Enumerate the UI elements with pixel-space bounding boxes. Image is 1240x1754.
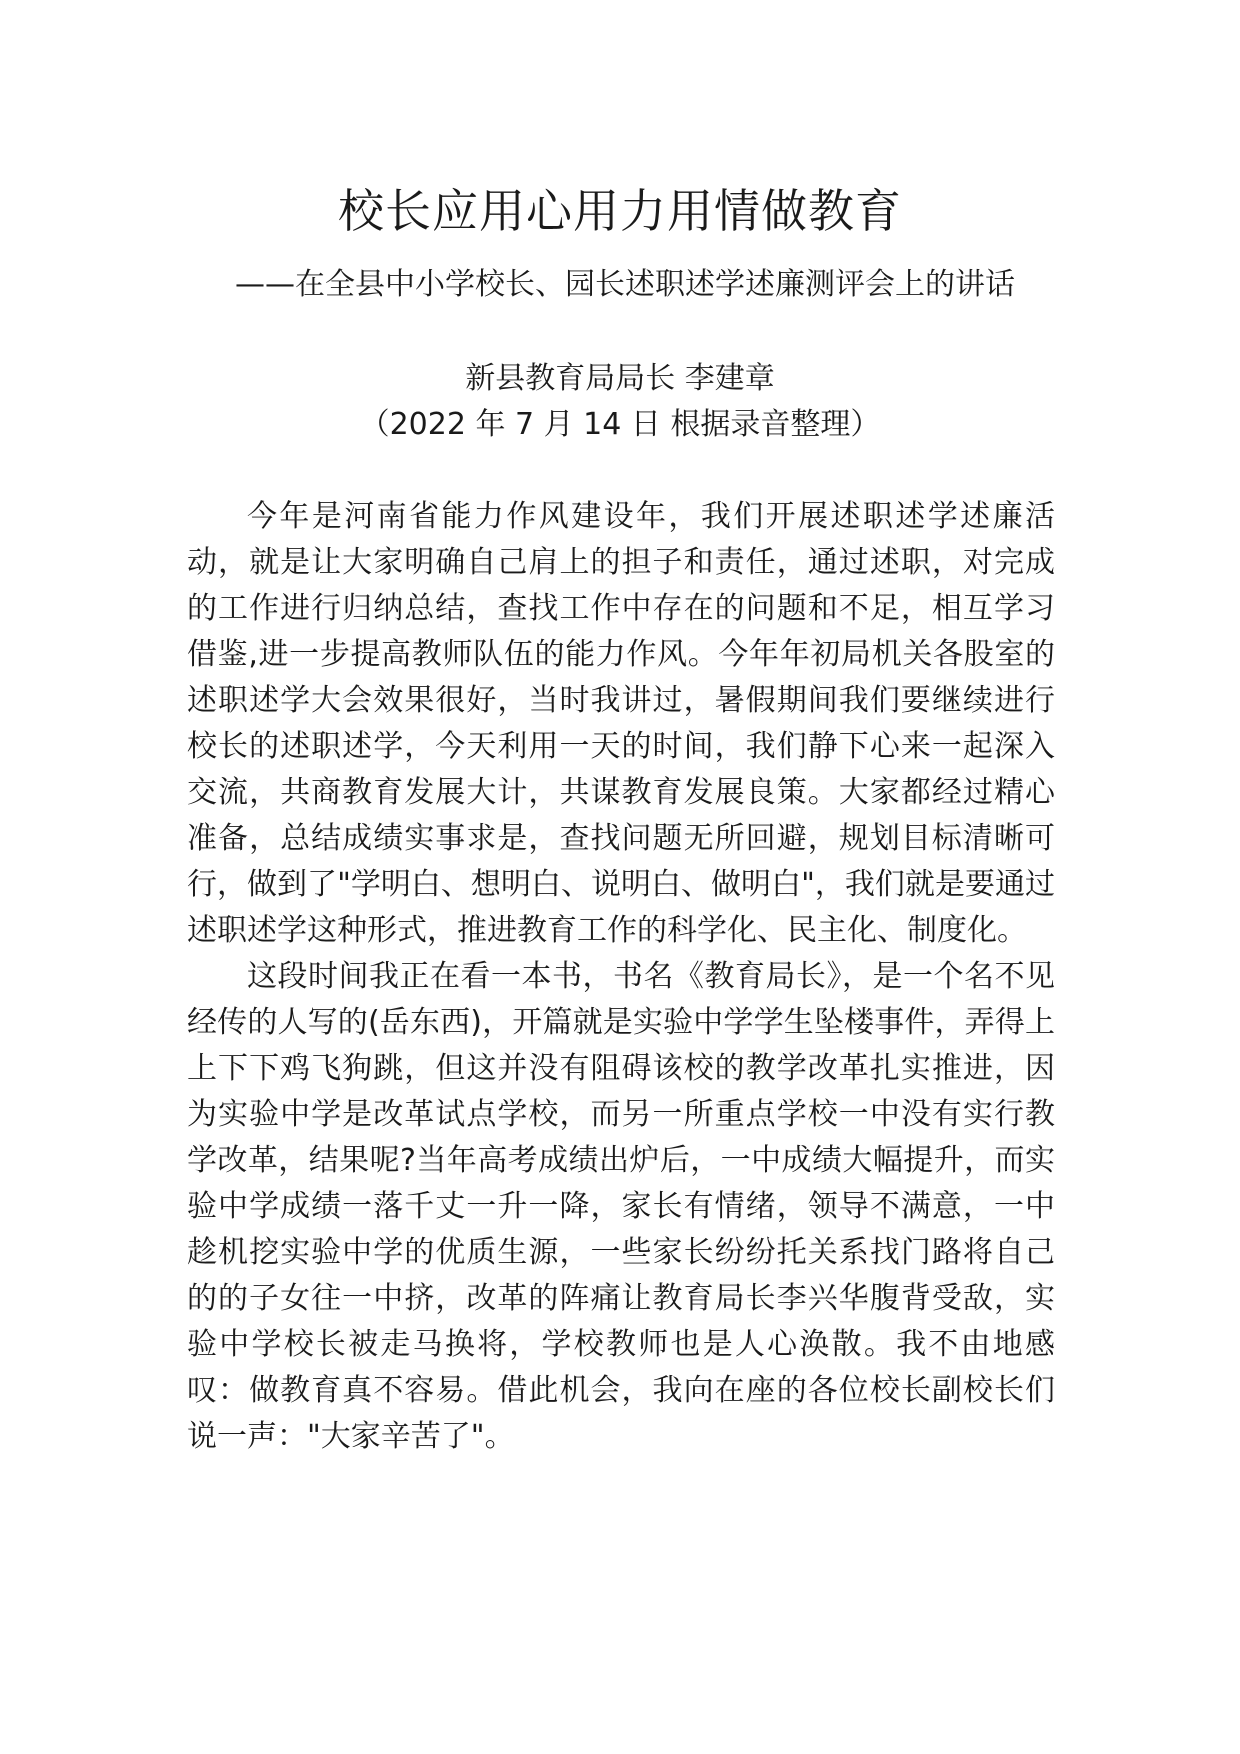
body-paragraph: 这段时间我正在看一本书，书名《教育局长》，是一个名不见经传的人写的(岳东西)，开篇就是实验中学学生坠楼事件，弄得上上下下鸡飞狗跳，但这并没有阻碍该校的教学改革扎实推进，因为实验中学是改革试点学校，而另一所重点学校一中没有实行教学改革，结果呢?当年高考成绩出炉后，一中成绩大幅提升，而实验中学成绩一落千丈一升一降，家长有情绪，领导不满意，一中趁机挖实验中学的优质生源，一些家长纷纷托关系找门路将自己的的子女往一中挤，改革的阵痛让教育局长李兴华腹背受敌，实验中学校长被走马换将，学校教师也是人心涣散。我不由地感叹：做教育真不容易。借此机会，我向在座的各位校长副校长们说一声："大家辛苦了"。	[187, 959, 1055, 1454]
document-subtitle: ——在全县中小学校长、园长述职述学述廉测评会上的讲话	[235, 267, 1015, 302]
date-note: （2022 年 7 月 14 日 根据录音整理）	[359, 407, 881, 442]
author-line: 新县教育局局长 李建章	[465, 361, 775, 396]
document-body	[187, 494, 1055, 1460]
document-title: 校长应用心用力用情做教育	[338, 184, 902, 238]
body-paragraph: 今年是河南省能力作风建设年，我们开展述职述学述廉活动，就是让大家明确自己肩上的担子和责任，通过述职，对完成的工作进行归纳总结，查找工作中存在的问题和不足，相互学习借鉴,进一步提高教师队伍的能力作风。今年年初局机关各股室的述职述学大会效果很好，当时我讲过，暑假期间我们要继续进行校长的述职述学，今天利用一天的时间，我们静下心来一起深入交流，共商教育发展大计，共谋教育发展良策。大家都经过精心准备，总结成绩实事求是，查找问题无所回避，规划目标清晰可行，做到了"学明白、想明白、说明白、做明白"，我们就是要通过述职述学这种形式，推进教育工作的科学化、民主化、制度化。	[187, 499, 1055, 948]
